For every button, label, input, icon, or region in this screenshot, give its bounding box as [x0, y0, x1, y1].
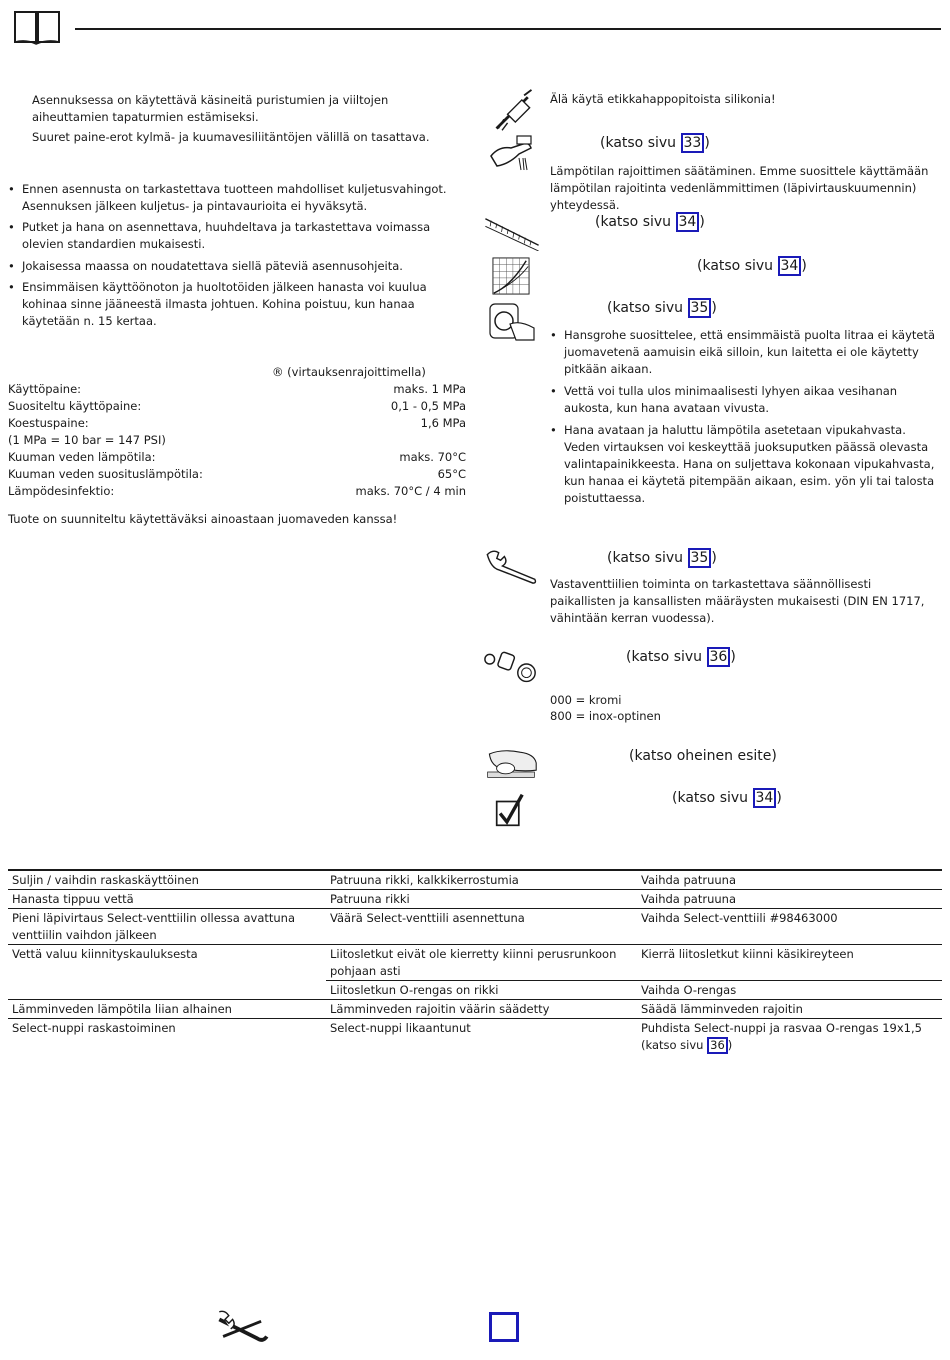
spec-row — [8, 483, 466, 500]
page-link[interactable]: 33 — [681, 133, 705, 153]
problem-cell: Lämminveden lämpötila liian alhainen — [8, 1000, 326, 1019]
remedy-cell: Vaihda Select-venttiili #98463000 — [637, 909, 942, 945]
table-row — [8, 870, 942, 890]
spec-label: Käyttöpaine: — [8, 382, 82, 396]
spec-value: maks. 70°C / 4 min — [355, 484, 466, 498]
silicone-gun-icon — [490, 88, 538, 134]
silicone-warning: Älä käytä etikkahappopitoista silikonia! — [550, 92, 776, 106]
cause-cell: Lämminveden rajoitin väärin säädetty — [326, 1000, 637, 1019]
spec-value: 1,6 MPa — [420, 416, 466, 430]
install-bullet: • Ennen asennusta on tarkastettava tuotteen mahdolliset kuljetusvahingot. Asennuksen jälkeen kuljetus- ja pintavaurioita ei hyväksytä. — [8, 181, 468, 215]
spec-row — [8, 398, 466, 415]
page-reference: (katso sivu 36 ) — [626, 649, 736, 665]
page-link[interactable]: 34 — [676, 212, 700, 232]
cause-cell: Väärä Select-venttiili asennettuna — [326, 909, 637, 945]
spec-row — [8, 449, 466, 466]
troubleshooting-table — [8, 869, 942, 1054]
temp-limiter-text: Lämpötilan rajoittimen säätäminen. Emme suosittele käyttämään lämpötilan rajoitinta vedenlämmittimen (läpivirtauskuumennin) yhteydessä. — [550, 164, 929, 212]
table-row — [8, 1019, 942, 1055]
hand-shower-icon — [488, 134, 540, 174]
spec-value: 0,1 - 0,5 MPa — [390, 399, 466, 413]
checkmark-icon — [495, 790, 529, 830]
spec-value: maks. 1 MPa — [393, 382, 466, 396]
page-link[interactable]: 34 — [753, 788, 777, 808]
remedy-cell: Vaihda patruuna — [637, 890, 942, 909]
page-link[interactable]: 36 — [707, 647, 731, 667]
cleaning-hand-icon — [480, 745, 542, 781]
manual-book-icon — [12, 6, 62, 46]
problem-cell: Select-nuppi raskastoiminen — [12, 1021, 176, 1035]
remedy-cell: Vaihda O-rengas — [637, 981, 942, 1000]
remedy-cell: Kierrä liitosletkut kiinni käsikireyteen — [637, 945, 942, 981]
page-reference: (katso sivu 35 ) — [607, 300, 717, 316]
tools-icon — [215, 1308, 273, 1346]
spec-value: maks. 70°C — [399, 450, 466, 464]
header-rule — [75, 28, 941, 30]
usage-bullet: • Vettä voi tulla ulos minimaalisesti lyhyen aikaa vesihanan aukosta, kun hana avataan vivusta. — [550, 383, 940, 417]
page-reference: (katso sivu 34 ) — [595, 214, 705, 230]
cause-cell: Select-nuppi likaantunut — [330, 1021, 471, 1035]
page-link[interactable]: 34 — [778, 256, 802, 276]
problem-cell: Pieni läpivirtaus Select-venttiilin ollessa avattuna venttiilin vaihdon jälkeen — [8, 909, 326, 945]
problem-cell: Suljin / vaihdin raskaskäyttöinen — [8, 870, 326, 890]
cleaning-reference: (katso oheinen esite) — [629, 748, 777, 764]
table-row — [8, 1000, 942, 1019]
flow-chart-icon — [492, 257, 530, 295]
safety-pressure-text: Suuret paine-erot kylmä- ja kuumavesiliitäntöjen välillä on tasattava. — [32, 130, 430, 144]
remedy-cell: Vaihda patruuna — [637, 870, 942, 890]
spec-row — [8, 415, 466, 432]
table-row — [8, 909, 942, 945]
drinking-water-note: Tuote on suunniteltu käytettäväksi ainoastaan juomaveden kanssa! — [8, 512, 398, 526]
specs-title: ® (virtauksenrajoittimella) — [272, 365, 426, 379]
color-code: 000 = kromi — [550, 693, 622, 707]
problem-cell: Vettä valuu kiinnityskauluksesta — [8, 945, 326, 1000]
select-button-parts-icon — [482, 645, 540, 685]
problem-cell: Hanasta tippuu vettä — [8, 890, 326, 909]
spec-row — [8, 432, 466, 449]
maintenance-text: Vastaventtiilien toiminta on tarkastettava säännöllisesti paikallisten ja kansallisten määräysten mukaisesti (DIN EN 1717, vähintään kerran vuodessa). — [550, 577, 925, 625]
spec-label: Koestuspaine: — [8, 416, 89, 430]
cause-cell: Patruuna rikki — [326, 890, 637, 909]
temperature-knob-icon — [487, 302, 539, 342]
page-reference: (katso sivu 35 ) — [607, 550, 717, 566]
ruler-icon — [482, 213, 542, 251]
safety-gloves-text: Asennuksessa on käytettävä käsineitä puristumien ja viiltojen aiheuttamien tapaturmien estämiseksi. — [32, 93, 389, 124]
cause-cell: Liitosletkun O-rengas on rikki — [326, 981, 637, 1000]
spec-row — [8, 381, 466, 398]
spec-row — [8, 466, 466, 483]
cause-cell: Liitosletkut eivät ole kierretty kiinni perusrunkoon pohjaan asti — [326, 945, 637, 981]
table-row — [8, 890, 942, 909]
remedy-cell: Puhdista Select-nuppi ja rasvaa O-rengas 19x1,5 (katso sivu 36 ) — [641, 1021, 922, 1052]
tech-specs — [8, 381, 466, 500]
page-link[interactable]: 35 — [688, 548, 712, 568]
page-reference: (katso sivu 33 ) — [600, 135, 710, 151]
install-bullet: • Ensimmäisen käyttöönoton ja huoltotöiden jälkeen hanasta voi kuulua kohinaa sinne jääneestä ilmasta johtuen. Kohina poistuu, kun hanaa käytetään n. 15 kertaa. — [8, 279, 468, 330]
cause-cell: Patruuna rikki, kalkkikerrostumia — [326, 870, 637, 890]
page-link[interactable]: 35 — [688, 298, 712, 318]
spec-label: Lämpödesinfektio: — [8, 484, 115, 498]
wrench-icon — [482, 547, 542, 585]
remedy-cell: Säädä lämminveden rajoitin — [637, 1000, 942, 1019]
spec-value: 65°C — [437, 467, 466, 481]
install-bullet: • Jokaisessa maassa on noudatettava siellä päteviä asennusohjeita. — [8, 258, 468, 275]
spec-label: (1 MPa = 10 bar = 147 PSI) — [8, 433, 166, 447]
spec-label: Kuuman veden lämpötila: — [8, 450, 156, 464]
spec-label: Kuuman veden suosituslämpötila: — [8, 467, 203, 481]
usage-bullet: • Hansgrohe suosittelee, että ensimmäistä puolta litraa ei käytetä juomavetenä aamuisin eikä silloin, kun laitetta ei ole käytetty pitkään aikaan. — [550, 327, 940, 378]
install-bullet: • Putket ja hana on asennettava, huuhdeltava ja tarkastettava voimassa olevien standardien mukaisesti. — [8, 219, 468, 253]
page-number-box — [489, 1312, 519, 1342]
color-code: 800 = inox-optinen — [550, 709, 661, 723]
page-link[interactable]: 36 — [707, 1037, 728, 1054]
page-reference: (katso sivu 34 ) — [697, 258, 807, 274]
spec-label: Suositeltu käyttöpaine: — [8, 399, 142, 413]
page-reference: (katso sivu 34 ) — [672, 790, 782, 806]
table-row — [8, 945, 942, 981]
usage-bullet: • Hana avataan ja haluttu lämpötila asetetaan vipukahvasta. Veden virtauksen voi keskeyttää juoksuputken päässä olevasta valintapainikkeesta. Hana on suljettava kokonaan vipukahvasta, kun hanaa ei käytetä pitempään aikaan, esim. yön yli tai talosta poistuttaessa. — [550, 422, 940, 507]
